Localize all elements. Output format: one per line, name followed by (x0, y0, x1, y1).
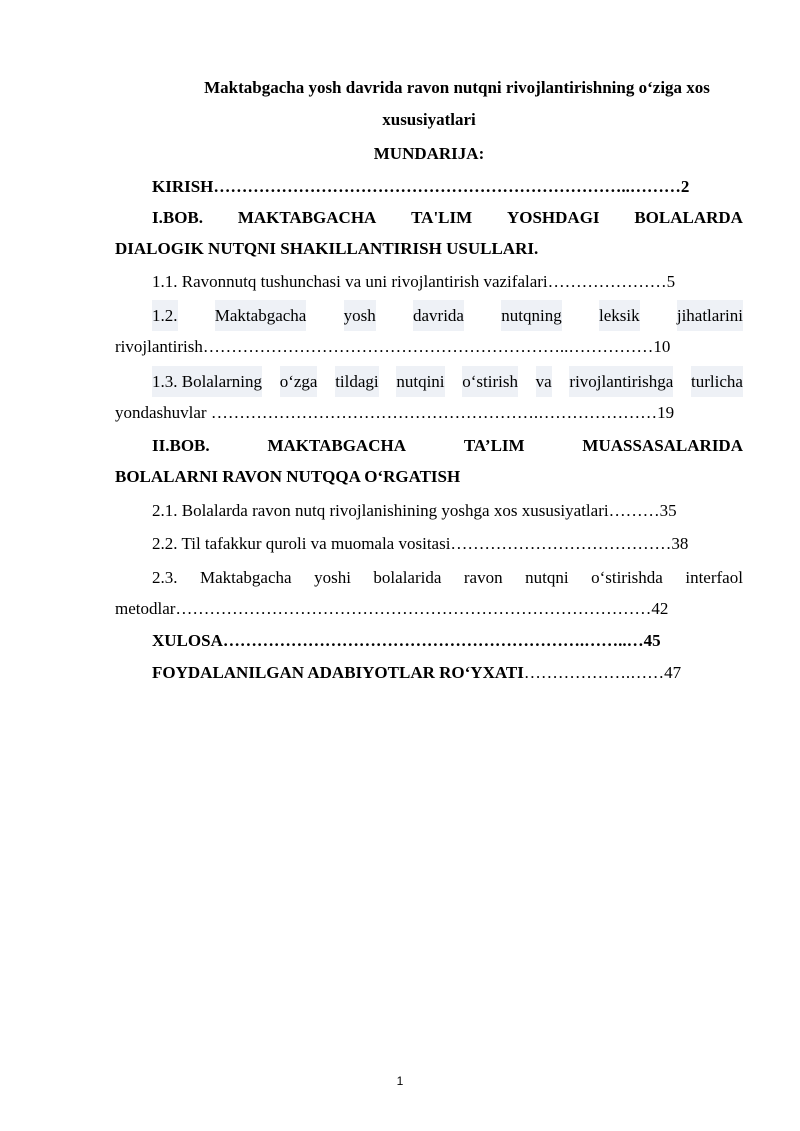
toc-entry-bob1-line1 (152, 202, 743, 233)
toc-word: YOSHDAGI (506, 208, 600, 227)
toc-word: 2.3. (152, 568, 178, 587)
toc-word: 1.2. (152, 300, 178, 331)
toc-entry-1-2-line1 (152, 300, 743, 331)
toc-word: yosh (344, 300, 376, 331)
toc-entry-bob2-line2: BOLALARNI RAVON NUTQQA O‘RGATISH (115, 467, 461, 486)
toc-word: turlicha (691, 366, 743, 397)
toc-entry-adabiyotlar-leader: ……………….……47 (523, 663, 682, 682)
toc-word: II.BOB. (152, 436, 210, 455)
contents-heading: MUNDARIJA: (373, 144, 485, 163)
toc-word: interfaol (685, 568, 743, 587)
toc-word: nutqning (501, 300, 561, 331)
toc-entry-2-3-line2: metodlar…………………………………………………………………………42 (115, 599, 669, 618)
toc-word: TA’LIM (463, 436, 525, 455)
toc-word: o‘zga (280, 366, 318, 397)
toc-entry-1-2-line2: rivojlantirish………………………………………………………..……………10 (115, 337, 671, 356)
toc-word: rivojlantirishga (569, 366, 673, 397)
toc-word: BOLALARDA (634, 208, 743, 227)
toc-entry-1-1: 1.1. Ravonnutq tushunchasi va uni rivojlantirish vazifalari…………………5 (152, 272, 676, 291)
toc-word: ravon (463, 568, 503, 587)
toc-word: Maktabgacha (200, 568, 292, 587)
document-title-line-1: Maktabgacha yosh davrida ravon nutqni rivojlantirishning o‘ziga xos (204, 78, 710, 97)
toc-word: leksik (599, 300, 640, 331)
toc-entry-xulosa: XULOSA……………………………………………………….……..…45 (152, 631, 661, 650)
toc-word: yoshi (314, 568, 351, 587)
toc-word: TA'LIM (411, 208, 473, 227)
toc-word: Maktabgacha (215, 300, 307, 331)
toc-word: o‘stirishda (591, 568, 663, 587)
toc-entry-2-1: 2.1. Bolalarda ravon nutq rivojlanishining yoshga xos xususiyatlari………35 (152, 501, 677, 520)
toc-word: nutqni (525, 568, 569, 587)
toc-word: MAKTABGACHA (267, 436, 406, 455)
toc-word: tildagi (335, 366, 378, 397)
toc-word: nutqini (396, 366, 444, 397)
toc-word: jihatlarini (677, 300, 743, 331)
document-title-line-2: xususiyatlari (382, 110, 476, 129)
toc-entry-2-2: 2.2. Til tafakkur quroli va muomala vositasi…………………………………38 (152, 534, 689, 553)
toc-word: 1.3. Bolalarning (152, 366, 262, 397)
toc-entry-1-3-line1 (152, 366, 743, 397)
toc-word: I.BOB. (152, 208, 204, 227)
toc-entry-bob1-line2: DIALOGIK NUTQNI SHAKILLANTIRISH USULLARI. (115, 239, 539, 258)
toc-entry-bob2-line1 (152, 430, 743, 461)
toc-entry-adabiyotlar-label: FOYDALANILGAN ADABIYOTLAR RO‘YXATI (152, 663, 524, 682)
toc-word: bolalarida (373, 568, 442, 587)
toc-entry-1-3-line2: yondashuvlar ………………………………………………….…………………19 (115, 403, 675, 422)
toc-entry-kirish: KIRISH………………………………………………………………..………2 (152, 177, 690, 196)
toc-word: MUASSASALARIDA (582, 436, 743, 455)
toc-entry-2-3-line1 (152, 562, 743, 593)
toc-word: o‘stirish (462, 366, 518, 397)
toc-word: va (536, 366, 552, 397)
page-number: 1 (396, 1074, 404, 1088)
toc-word: davrida (413, 300, 464, 331)
toc-entry-adabiyotlar (152, 657, 681, 688)
toc-word: MAKTABGACHA (237, 208, 377, 227)
